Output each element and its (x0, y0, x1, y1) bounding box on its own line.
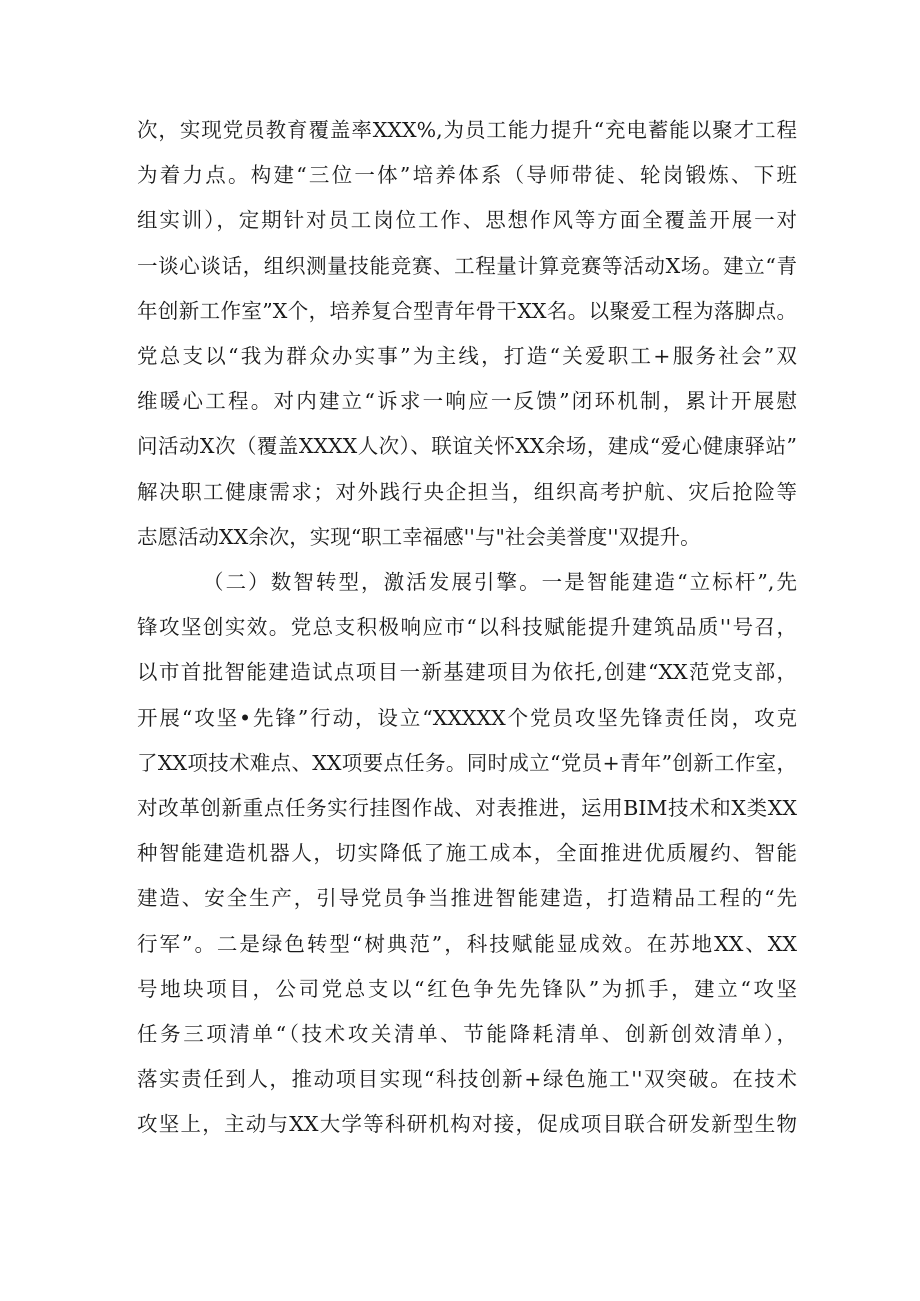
text-line: 问活动X次（覆盖XXXX人次）、联谊关怀XX余场，建成“爱心健康驿站” (137, 434, 797, 459)
text-line: 次，实现党员教育覆盖率XXX%,为员工能力提升“充电蓄能以聚才工程 (137, 118, 797, 142)
paragraph-end-line: 志愿活动XX余次，实现“职工幸福感''与"社会美誉度''双提升。 (137, 524, 701, 549)
section-heading-line: （二）数智转型，激活发展引擎。一是智能建造“立标杆”,先 (203, 570, 797, 595)
text-line: 锋攻坚创实效。党总支积极响应市“以科技赋能提升建筑品质''号召， (137, 615, 797, 640)
text-line: 一谈心谈话，组织测量技能竞赛、工程量计算竞赛等活动X场。建立“青 (137, 253, 797, 278)
text-line: 落实责任到人，推动项目实现“科技创新+绿色施工''双突破。在技术 (137, 1067, 797, 1092)
text-line: 维暖心工程。对内建立“诉求一响应一反馈”闭环机制，累计开展慰 (137, 389, 797, 414)
text-line: 建造、安全生产，引导党员争当推进智能建造，打造精品工程的“先 (137, 886, 797, 911)
text-line: 为着力点。构建“三位一体”培养体系（导师带徒、轮岗锻炼、下班 (137, 163, 797, 188)
text-line: 对改革创新重点任务实行挂图作战、对表推进，运用BIM技术和X类XX (137, 796, 797, 821)
text-line: 解决职工健康需求；对外践行央企担当，组织高考护航、灾后抢险等 (137, 479, 797, 504)
text-line: 开展“攻坚•先锋”行动，设立“XXXXX个党员攻坚先锋责任岗，攻克 (137, 705, 797, 730)
body-text (137, 108, 797, 1148)
text-line: 年创新工作室”X个，培养复合型青年骨干XX名。以聚爱工程为落脚点。 (137, 298, 797, 323)
text-line: 党总支以“我为群众办实事”为主线，打造“关爱职工+服务社会”双 (137, 344, 797, 369)
text-line: 种智能建造机器人，切实降低了施工成本，全面推进优质履约、智能 (137, 841, 797, 866)
text-line: 组实训），定期针对员工岗位工作、思想作风等方面全覆盖开展一对 (137, 208, 797, 233)
text-line: 攻坚上，主动与XX大学等科研机构对接，促成项目联合研发新型生物 (137, 1112, 797, 1137)
text-line: 行军”。二是绿色转型“树典范”，科技赋能显成效。在苏地XX、XX (137, 931, 797, 956)
text-line: 任务三项清单“（技术攻关清单、节能降耗清单、创新创效清单）， (137, 1022, 797, 1047)
text-line: 以市首批智能建造试点项目一新基建项目为依托,创建“XX范党支部， (137, 660, 797, 685)
text-line: 号地块项目，公司党总支以“红色争先先锋队”为抓手，建立“攻坚 (137, 976, 797, 1001)
text-line: 了XX项技术难点、XX项要点任务。同时成立“党员+青年”创新工作室， (137, 750, 797, 775)
